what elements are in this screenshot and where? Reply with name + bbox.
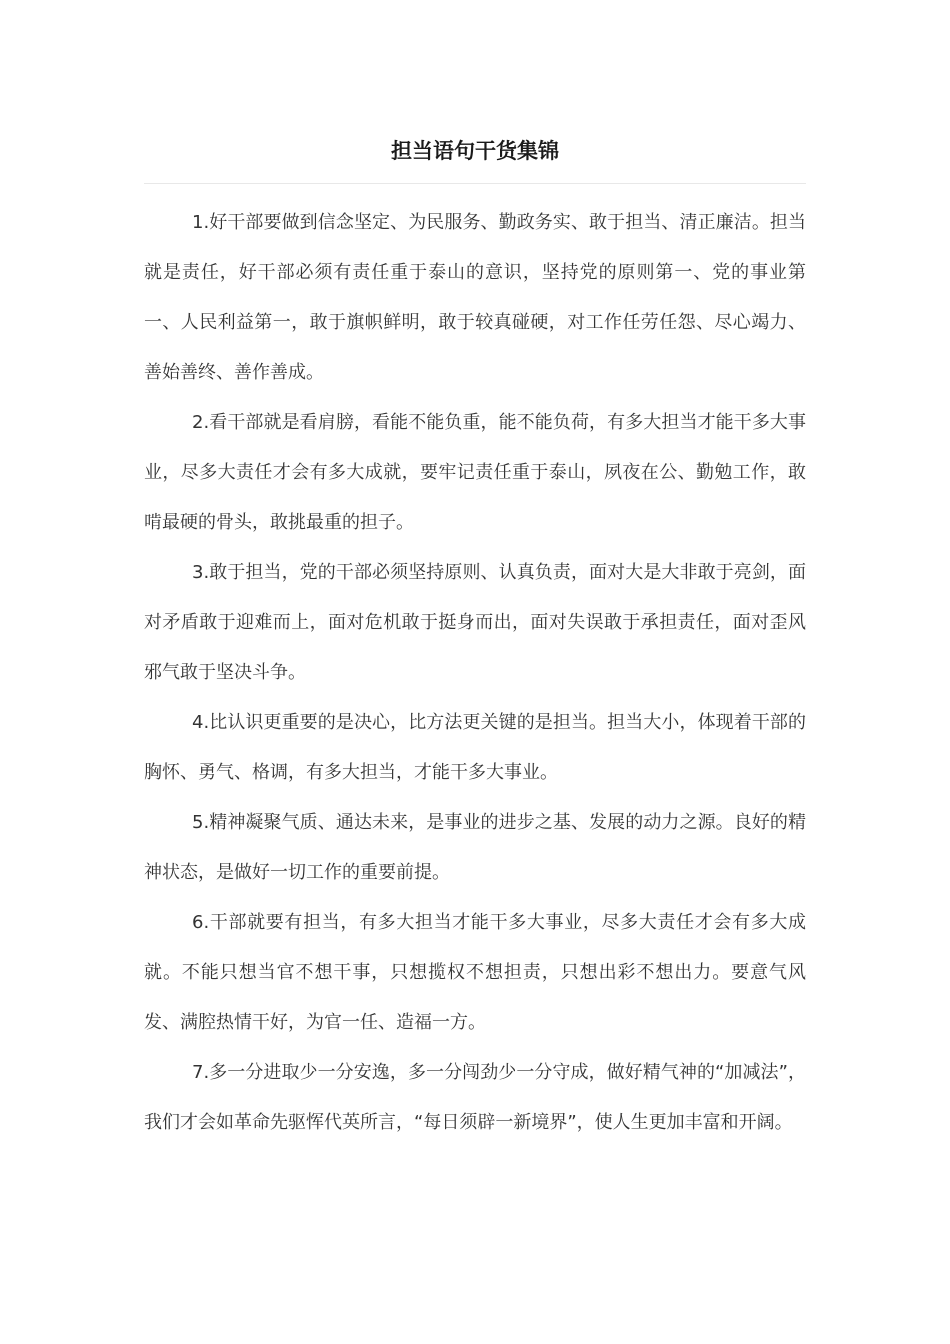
document-body (144, 198, 806, 1148)
title-divider (144, 183, 806, 184)
document-title: 担当语句干货集锦 (391, 139, 559, 163)
paragraph-1: 1.好干部要做到信念坚定、为民服务、勤政务实、敢于担当、清正廉洁。担当就是责任，好干部必须有责任重于泰山的意识，坚持党的原则第一、党的事业第一、人民利益第一，敢于旗帜鲜明，敢于较真碰硬，对工作任劳任怨、尽心竭力、善始善终、善作善成。 (144, 212, 806, 383)
paragraph-3: 3.敢于担当，党的干部必须坚持原则、认真负责，面对大是大非敢于亮剑，面对矛盾敢于迎难而上，面对危机敢于挺身而出，面对失误敢于承担责任，面对歪风邪气敢于坚决斗争。 (144, 562, 806, 683)
paragraph-4: 4.比认识更重要的是决心，比方法更关键的是担当。担当大小，体现着干部的胸怀、勇气、格调，有多大担当，才能干多大事业。 (144, 712, 806, 783)
paragraph-5: 5.精神凝聚气质、通达未来，是事业的进步之基、发展的动力之源。良好的精神状态，是做好一切工作的重要前提。 (144, 812, 806, 883)
paragraph-6: 6.干部就要有担当，有多大担当才能干多大事业，尽多大责任才会有多大成就。不能只想当官不想干事，只想揽权不想担责，只想出彩不想出力。要意气风发、满腔热情干好，为官一任、造福一方。 (144, 912, 806, 1033)
paragraph-2: 2.看干部就是看肩膀，看能不能负重，能不能负荷，有多大担当才能干多大事业，尽多大责任才会有多大成就，要牢记责任重于泰山，夙夜在公、勤勉工作，敢啃最硬的骨头，敢挑最重的担子。 (144, 412, 806, 533)
paragraph-7: 7.多一分进取少一分安逸，多一分闯劲少一分守成，做好精气神的“加减法”，我们才会如革命先驱恽代英所言，“每日须辟一新境界”，使人生更加丰富和开阔。 (144, 1062, 806, 1133)
